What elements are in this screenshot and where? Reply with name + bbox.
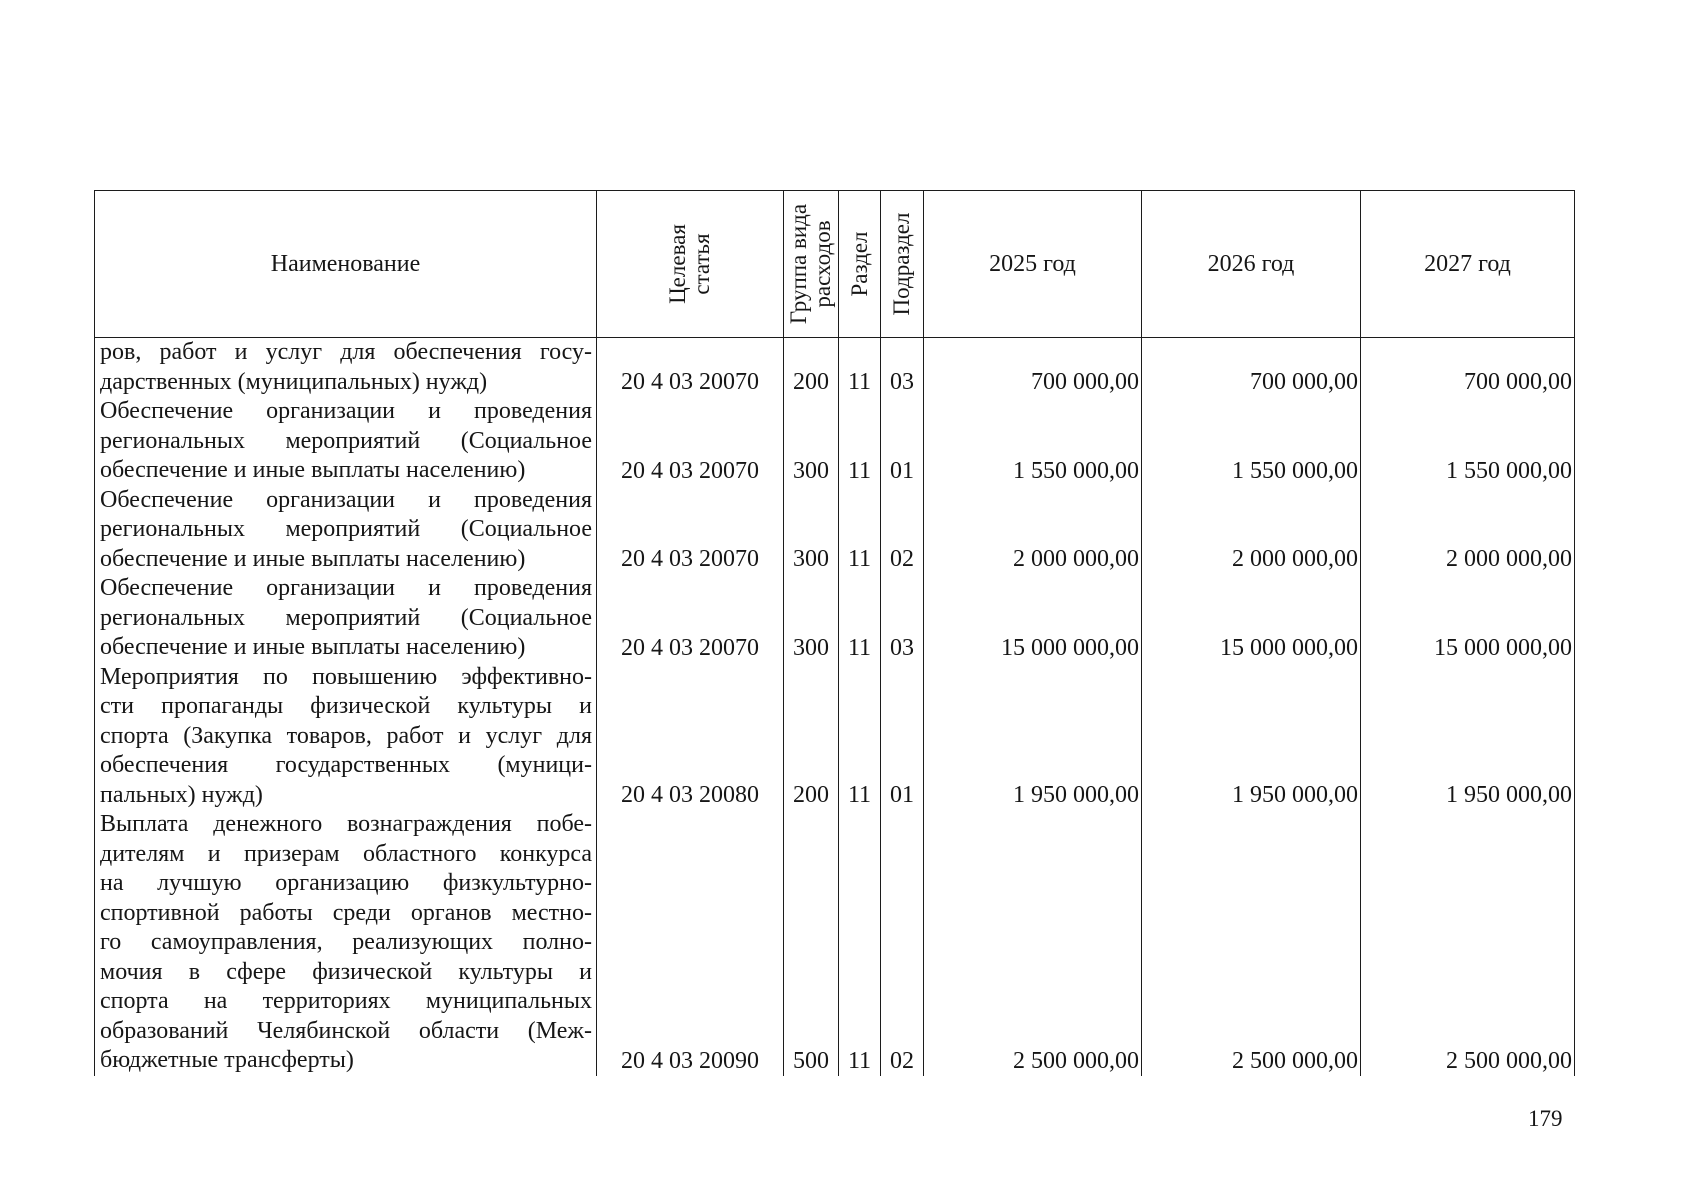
name-line: Мероприятия по повышению эффективно- (100, 663, 592, 690)
header-2027: 2027 год (1361, 191, 1575, 338)
name-line: дителям и призерам областного конкурса (100, 840, 592, 867)
name-line: Обеспечение организации и проведения (100, 575, 592, 601)
name-line: спорта (Закупка товаров, работ и услуг для (100, 722, 592, 749)
name-line: пальных) нужд) (100, 781, 263, 808)
header-section (839, 191, 881, 338)
amount-2026-cell: 1 950 000,00 (1142, 663, 1361, 811)
amount-2027-cell: 700 000,00 (1361, 338, 1575, 398)
header-target-article (597, 191, 784, 338)
amount-2026-cell: 2 000 000,00 (1142, 486, 1361, 575)
name-cell (95, 574, 597, 663)
table-row (95, 574, 1575, 663)
target-article-cell: 20 4 03 20070 (597, 338, 784, 398)
table-row (95, 397, 1575, 486)
name-cell (95, 397, 597, 486)
section-cell: 11 (839, 663, 881, 811)
name-line: обеспечение и иные выплаты населению) (100, 457, 526, 483)
name-line: го самоуправления, реализующих полно- (100, 929, 592, 955)
section-cell: 11 (839, 810, 881, 1076)
name-line: обеспечение и иные выплаты населению) (100, 634, 526, 660)
subsection-cell: 03 (881, 574, 924, 663)
header-subsection (881, 191, 924, 338)
name-line: региональных мероприятий (Социальное (100, 516, 592, 542)
name-line: Выплата денежного вознаграждения побе- (100, 811, 592, 837)
expense-group-cell: 300 (784, 397, 839, 486)
header-target-line1: Целевая (665, 224, 690, 304)
subsection-cell: 02 (881, 486, 924, 575)
amount-2025-cell: 700 000,00 (924, 338, 1142, 398)
name-cell (95, 663, 597, 811)
target-article-cell: 20 4 03 20070 (597, 486, 784, 575)
name-line: образований Челябинской области (Меж- (100, 1017, 592, 1044)
header-target-line2: статья (689, 233, 714, 295)
header-section-label: Раздел (846, 231, 872, 297)
amount-2025-cell: 15 000 000,00 (924, 574, 1142, 663)
subsection-cell: 01 (881, 397, 924, 486)
name-line: сти пропаганды физической культуры и (100, 693, 592, 719)
header-2026: 2026 год (1142, 191, 1361, 338)
amount-2026-cell: 15 000 000,00 (1142, 574, 1361, 663)
amount-2026-cell: 1 550 000,00 (1142, 397, 1361, 486)
section-cell: 11 (839, 486, 881, 575)
header-row (95, 191, 1575, 338)
name-line: обеспечение и иные выплаты населению) (100, 545, 526, 572)
amount-2027-cell: 2 500 000,00 (1361, 810, 1575, 1076)
name-line: мочия в сфере физической культуры и (100, 958, 592, 985)
section-cell: 11 (839, 574, 881, 663)
name-cell (95, 810, 597, 1076)
amount-2026-cell: 2 500 000,00 (1142, 810, 1361, 1076)
amount-2027-cell: 2 000 000,00 (1361, 486, 1575, 575)
target-article-cell: 20 4 03 20080 (597, 663, 784, 811)
table-row (95, 663, 1575, 811)
name-line: Обеспечение организации и проведения (100, 486, 592, 513)
subsection-cell: 02 (881, 810, 924, 1076)
name-line: региональных мероприятий (Социальное (100, 427, 592, 454)
amount-2025-cell: 2 500 000,00 (924, 810, 1142, 1076)
expense-group-cell: 300 (784, 574, 839, 663)
amount-2027-cell: 15 000 000,00 (1361, 574, 1575, 663)
table-row (95, 486, 1575, 575)
amount-2027-cell: 1 550 000,00 (1361, 397, 1575, 486)
name-line: обеспечения государственных (муници- (100, 752, 592, 778)
name-line: дарственных (муниципальных) нужд) (100, 368, 488, 395)
amount-2025-cell: 1 950 000,00 (924, 663, 1142, 811)
target-article-cell: 20 4 03 20090 (597, 810, 784, 1076)
name-cell (95, 486, 597, 575)
name-cell (95, 338, 597, 398)
table-row (95, 810, 1575, 1076)
section-cell: 11 (839, 338, 881, 398)
expense-group-cell: 300 (784, 486, 839, 575)
amount-2027-cell: 1 950 000,00 (1361, 663, 1575, 811)
header-expense-group (784, 191, 839, 338)
header-group-line1: Группа вида (786, 203, 811, 325)
name-line: ров, работ и услуг для обеспечения госу- (100, 339, 592, 365)
target-article-cell: 20 4 03 20070 (597, 574, 784, 663)
name-line: региональных мероприятий (Социальное (100, 604, 592, 631)
name-line: на лучшую организацию физкультурно- (100, 870, 592, 896)
header-subsection-label: Подраздел (889, 212, 914, 316)
budget-table (94, 190, 1575, 1076)
expense-group-cell: 500 (784, 810, 839, 1076)
expense-group-cell: 200 (784, 338, 839, 398)
header-group-line2: расходов (810, 220, 835, 308)
page-number: 179 (1528, 1106, 1563, 1131)
name-line: бюджетные трансферты) (100, 1047, 354, 1073)
expense-group-cell: 200 (784, 663, 839, 811)
amount-2025-cell: 1 550 000,00 (924, 397, 1142, 486)
name-line: спорта на территориях муниципальных (100, 988, 592, 1014)
amount-2025-cell: 2 000 000,00 (924, 486, 1142, 575)
subsection-cell: 01 (881, 663, 924, 811)
subsection-cell: 03 (881, 338, 924, 398)
header-name: Наименование (95, 191, 597, 338)
header-2025: 2025 год (924, 191, 1142, 338)
target-article-cell: 20 4 03 20070 (597, 397, 784, 486)
section-cell: 11 (839, 397, 881, 486)
name-line: Обеспечение организации и проведения (100, 398, 592, 424)
name-line: спортивной работы среди органов местно- (100, 899, 592, 926)
amount-2026-cell: 700 000,00 (1142, 338, 1361, 398)
table-row (95, 338, 1575, 398)
